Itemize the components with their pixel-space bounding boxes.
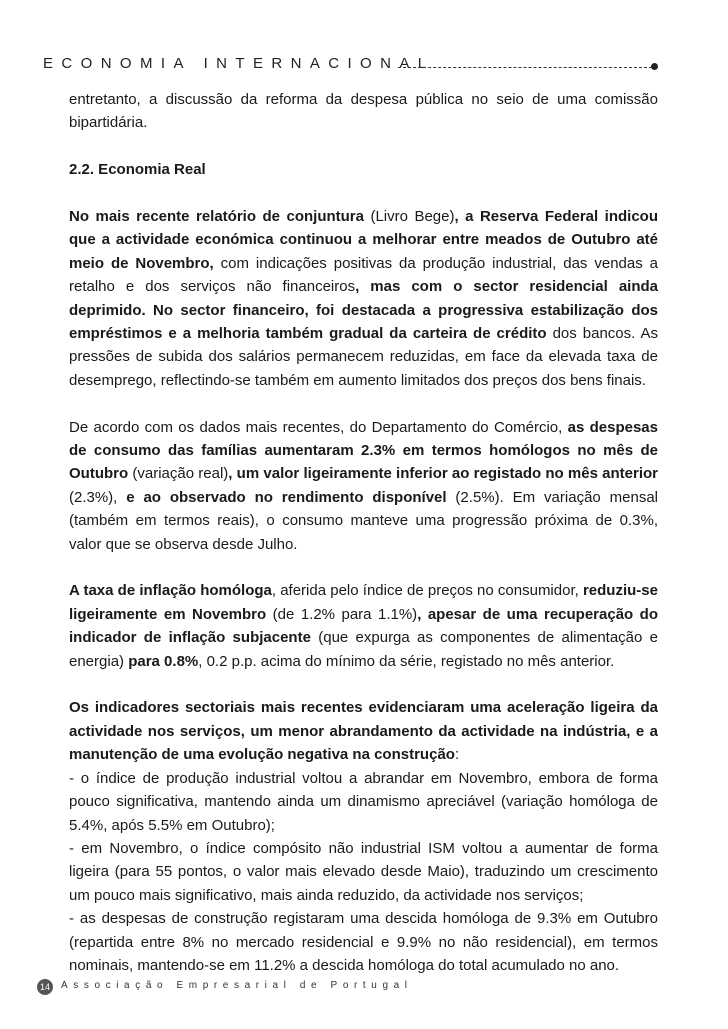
page-number-badge: 14 xyxy=(37,979,53,995)
text-regular: (variação real) xyxy=(128,465,229,483)
text-bold: , um valor ligeiramente inferior ao registado no mês anterior xyxy=(228,465,658,483)
text-bold: A taxa de inflação homóloga xyxy=(69,582,272,600)
text-regular: (2.5%). Em variação mensal (também em termos reais), o consumo manteve uma progressão próxima de 0.3%, valor que se observa desde Julho. xyxy=(69,488,658,553)
text-bold: Os indicadores sectoriais mais recentes evidenciaram uma aceleração ligeira da actividade nos serviços, um menor abrandamento da actividade na indústria, e a manutenção de uma evolução negativa na construção xyxy=(69,699,658,764)
text-regular: dos bancos. As pressões de subida dos salários permanecem reduzidas, em face da elevada taxa de desemprego, reflectindo-se também em aumento limitados dos preços dos bens finais. xyxy=(69,325,658,389)
paragraph-intro: entretanto, a discussão da reforma da despesa pública no seio de uma comissão bipartidária. xyxy=(69,91,658,132)
header-dashed-rule xyxy=(398,67,652,68)
section-heading: 2.2. Economia Real xyxy=(69,161,206,179)
paragraph-inflacao xyxy=(69,579,658,673)
page-footer xyxy=(37,979,437,995)
text-bold: , a Reserva Federal indicou que a actividade económica continuou a melhorar entre meados de Outubro até meio de Novembro, xyxy=(69,208,658,272)
list-item: - em Novembro, o índice compósito não industrial ISM voltou a aumentar de forma ligeira (para 55 pontos, o valor mais elevado desde Maio), traduzindo um crescimento um pouco mais significativo, mais ainda reduzido, da actividade nos serviços; xyxy=(69,839,658,904)
text-regular: (Livro Bege) xyxy=(363,208,455,225)
article-body xyxy=(69,88,658,977)
text-regular: (de 1.2% para 1.1%) xyxy=(266,605,418,623)
text-bold: No mais recente relatório de conjuntura xyxy=(69,208,364,225)
text-regular: : xyxy=(454,746,460,764)
header-rule-dot xyxy=(651,63,658,70)
text-bold: reduziu-se ligeiramente em Novembro xyxy=(69,582,658,623)
page-header xyxy=(43,55,673,79)
text-bold: e ao observado no rendimento disponível xyxy=(126,488,447,506)
list-item: - o índice de produção industrial voltou a abrandar em Novembro, embora de forma pouco significativa, mantendo ainda um dinamismo apreciável (variação homóloga de 5.4%, após 5.5% em Outubro); xyxy=(69,769,658,834)
footer-org-name: Associação Empresarial de Portugal xyxy=(61,980,413,991)
text-regular: , 0.2 p.p. acima do mínimo da série, registado no mês anterior. xyxy=(198,652,615,670)
paragraph-reserva-federal xyxy=(69,205,658,392)
text-regular: (que expurga as componentes de alimentação e energia) xyxy=(69,629,659,670)
section-title: ECONOMIA INTERNACIONAL xyxy=(43,55,435,72)
text-bold: , mas com o sector residencial ainda deprimido. No sector financeiro, foi destacada a progressiva estabilização dos empréstimos e a melhoria também gradual da carteira de crédito xyxy=(69,278,658,343)
text-bold: para 0.8% xyxy=(128,652,199,670)
text-regular: (2.3%), xyxy=(69,488,127,506)
text-regular: De acordo com os dados mais recentes, do Departamento do Comércio, xyxy=(69,418,568,436)
text-bold: , apesar de uma recuperação do indicador de inflação subjacente xyxy=(69,605,659,647)
list-item: - as despesas de construção registaram uma descida homóloga de 9.3% em Outubro (repartida entre 8% no mercado residencial e 9.9% no não residencial), em termos nominais, mantendo-se em 11.2% a descida homóloga do total acumulado no ano. xyxy=(69,910,658,974)
text-regular: com indicações positivas da produção industrial, das vendas a retalho e dos serviços não financeiros xyxy=(69,254,658,296)
text-regular: , aferida pelo índice de preços no consumidor, xyxy=(271,582,583,600)
paragraph-consumo xyxy=(69,416,658,556)
paragraph-indicadores xyxy=(69,696,658,766)
text-bold: as despesas de consumo das famílias aumentaram 2.3% em termos homólogos no mês de Outubro xyxy=(69,418,658,483)
